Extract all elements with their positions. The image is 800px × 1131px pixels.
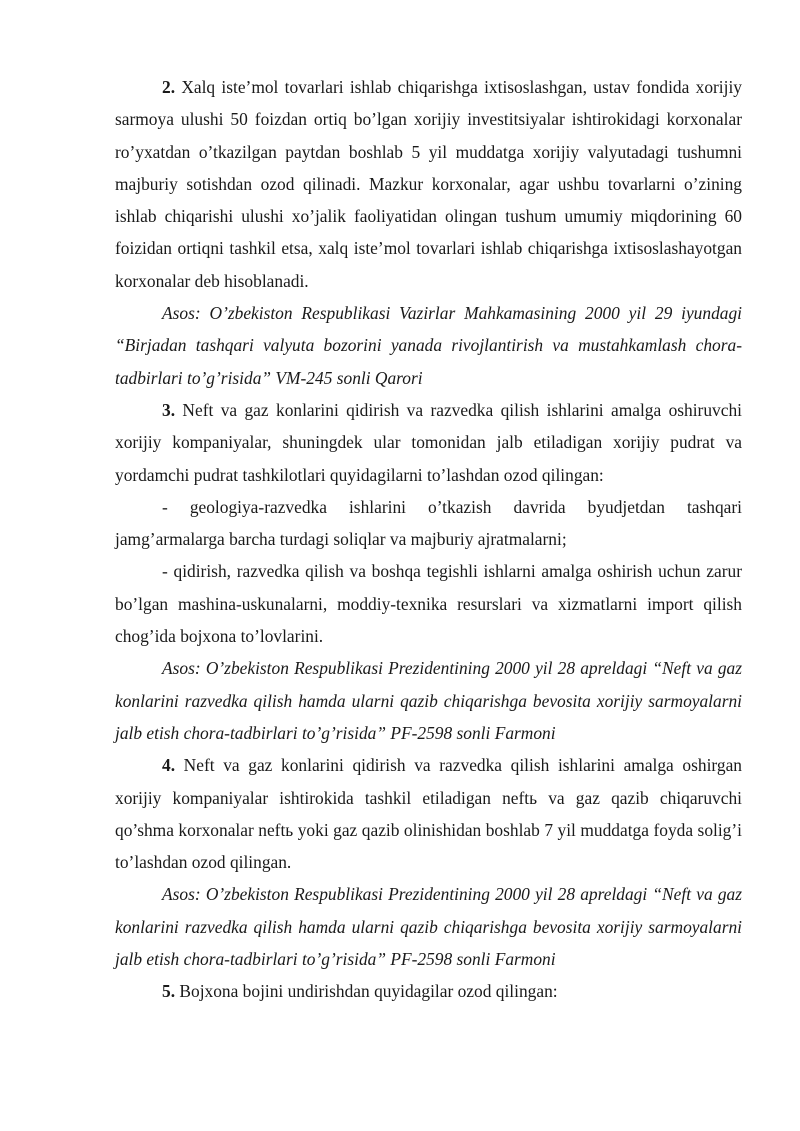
paragraph-text: Xalq iste’mol tovarlari ishlab chiqarishga ixtisoslashgan, ustav fondida xorijiy sarmoya ulushi 50 foizdan ortiq bo’lgan xorijiy investitsiyalar ishtirokidagi korxonalar ro’yxatdan o’tkazilgan paytdan boshlab 5 yil muddatga xorijiy valyutadagi tushumni majburiy sotishdan ozod qilinadi. Mazkur korxonalar, agar ushbu tovarlarni o’zining ishlab chiqarishi ulushi xo’jalik faoliyatidan olingan tushum umumiy miqdorining 60 foizidan ortiqni tashkil etsa, xalq iste’mol tovarlari ishlab chiqarishga ixtisoslashayotgan korxonalar deb hisoblanadi.: [115, 77, 742, 291]
legal-basis-note: Asos: O’zbekiston Respublikasi Vazirlar Mahkamasining 2000 yil 29 iyundagi “Birjadan tashqari valyuta bozorini yanada rivojlantirish va mustahkamlash chora-tadbirlari to’g’risida” VM-245 sonli Qarori: [115, 303, 742, 388]
paragraph-number: 4.: [162, 755, 176, 776]
legal-basis-note: Asos: O’zbekiston Respublikasi Prezidentining 2000 yil 28 apreldagi “Neft va gaz konlarini razvedka qilish hamda ularni qazib chiqarishga bevosita xorijiy sarmoyalarni jalb etish chora-tadbirlari to’g’risida” PF-2598 sonli Farmoni: [115, 884, 742, 970]
paragraph-text: Neft va gaz konlarini qidirish va razvedka qilish ishlarini amalga oshiruvchi xorijiy kompaniyalar, shuningdek ular tomonidan jalb etiladigan xorijiy pudrat va yordamchi pudrat tashkilotlari quyidagilarni to’lashdan ozod qilingan:: [115, 399, 742, 485]
list-item: - geologiya-razvedka ishlarini o’tkazish davrida byudjetdan tashqari jamg’armalarga barcha turdagi soliqlar va majburiy ajratmalarni;: [115, 496, 742, 550]
paragraph-5: [115, 975, 742, 1007]
paragraph-3: [115, 394, 742, 491]
paragraph-text: Bojxona bojini undirishdan quyidagilar ozod qilingan:: [175, 981, 558, 1002]
paragraph-text: Neft va gaz konlarini qidirish va razvedka qilish ishlarini amalga oshirgan xorijiy kompaniyalar ishtirokida tashkil etiladigan neftь va gaz qazib chiqaruvchi qo’shma korxonalar neftь yoki gaz qazib olinishidan boshlab 7 yil muddatga foyda solig’i to’lashdan ozod qilingan.: [115, 755, 742, 873]
paragraph-number: 3.: [162, 399, 176, 420]
paragraph-2: [115, 71, 742, 297]
legal-basis-note: Asos: O’zbekiston Respublikasi Prezidentining 2000 yil 28 apreldagi “Neft va gaz konlarini razvedka qilish hamda ularni qazib chiqarishga bevosita xorijiy sarmoyalarni jalb etish chora-tadbirlari to’g’risida” PF-2598 sonli Farmoni: [115, 658, 742, 743]
paragraph-number: 5.: [162, 981, 176, 1002]
paragraph-number: 2.: [162, 77, 176, 97]
paragraph-4: [115, 749, 742, 878]
list-item: - qidirish, razvedka qilish va boshqa tegishli ishlarni amalga oshirish uchun zarur bo’lgan mashina-uskunalarni, moddiy-texnika resurslari va xizmatlarni import qilish chog’ida bojxona to’lovlarini.: [115, 561, 742, 647]
